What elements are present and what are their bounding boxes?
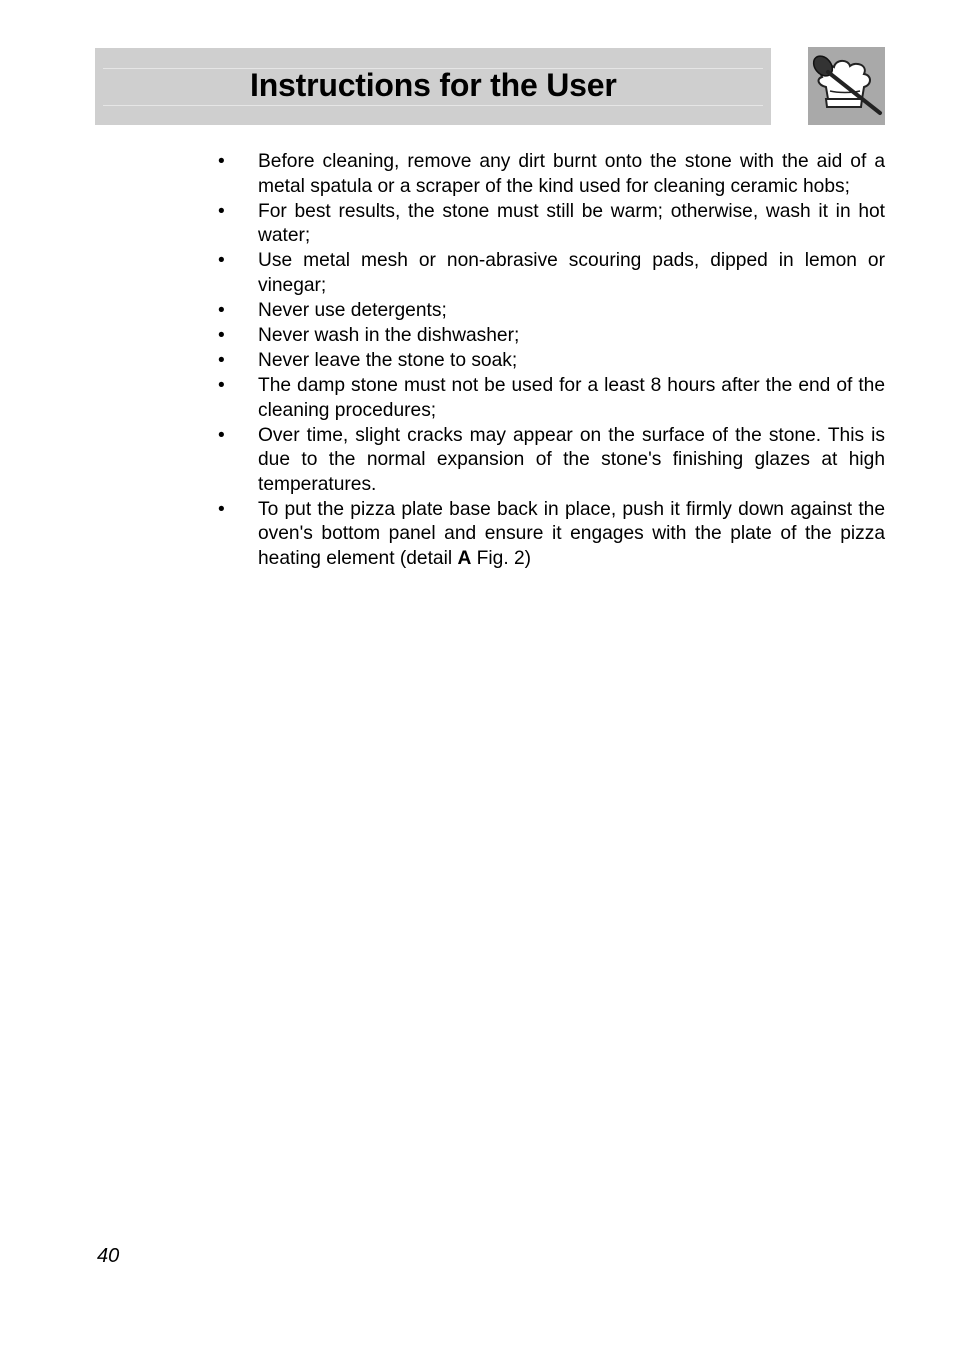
- list-item: [214, 150, 885, 199]
- list-item-text: Over time, slight cracks may appear on the surface of the stone. This is due to the normal expansion of the stone's finishing glazes at high temperatures.: [258, 424, 885, 495]
- bullet-icon: •: [218, 349, 225, 371]
- page-number: 40: [97, 1245, 120, 1267]
- list-item: [214, 374, 885, 423]
- list-item: [214, 200, 885, 249]
- bullet-icon: •: [218, 498, 225, 520]
- list-item: [214, 299, 885, 324]
- bullet-icon: •: [218, 299, 225, 321]
- bullet-icon: •: [218, 250, 225, 272]
- list-item-text: Never leave the stone to soak;: [258, 349, 518, 371]
- bullet-icon: •: [218, 375, 225, 397]
- list-item-text-before: To put the pizza plate base back in place, push it firmly down against the oven's bottom panel and ensure it engages with the plate of the pizza heating element (detail: [258, 498, 885, 569]
- header-bar: [95, 48, 771, 125]
- list-item: [214, 498, 885, 572]
- list-item-text-after: Fig. 2): [471, 547, 532, 569]
- list-item: [214, 249, 885, 298]
- list-item-text: Never use detergents;: [258, 299, 447, 321]
- bullet-icon: •: [218, 424, 225, 446]
- detail-reference: A: [457, 547, 472, 569]
- header-rule-bottom: [103, 105, 763, 106]
- list-item-text: Use metal mesh or non-abrasive scouring pads, dipped in lemon or vinegar;: [258, 250, 885, 296]
- list-item-text: For best results, the stone must still be warm; otherwise, wash it in hot water;: [258, 200, 885, 247]
- list-item-text: The damp stone must not be used for a least 8 hours after the end of the cleaning procedures;: [258, 375, 885, 421]
- list-item-text: Before cleaning, remove any dirt burnt onto the stone with the aid of a metal spatula or a scraper of the kind used for cleaning ceramic hobs;: [258, 151, 885, 197]
- instruction-list: [214, 150, 885, 572]
- list-item: [214, 424, 885, 498]
- bullet-icon: •: [218, 324, 225, 346]
- bullet-icon: •: [218, 200, 225, 222]
- page-title: Instructions for the User: [250, 67, 617, 103]
- chef-hat-spoon-icon: [808, 47, 885, 125]
- list-item-text: Never wash in the dishwasher;: [258, 324, 520, 346]
- list-item: [214, 324, 885, 349]
- list-item: [214, 349, 885, 374]
- bullet-icon: •: [218, 151, 225, 172]
